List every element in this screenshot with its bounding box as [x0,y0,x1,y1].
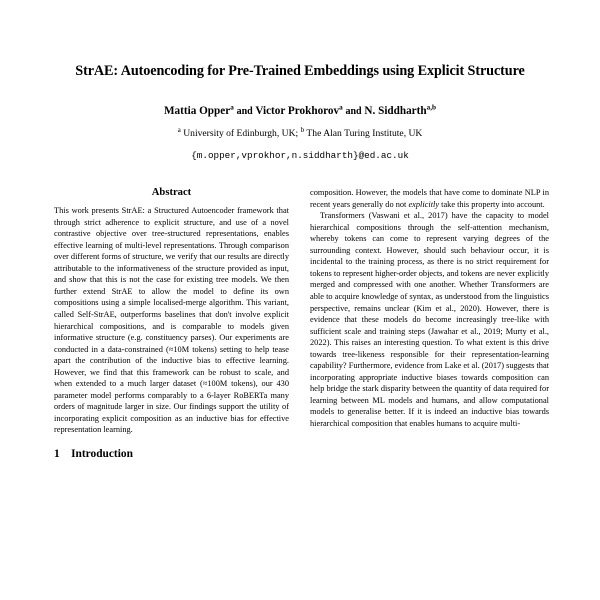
author-conjunction-2: and [345,106,362,118]
author-list [52,104,548,120]
author-1-affil-marker: a [230,103,234,112]
right-col-para-1: Transformers (Vaswani et al., 2017) have the capacity to model hierarchical compositions through the self-attention mechanism, whereby tokens can come to represent varying degrees of the surrounding context. However, should such behaviour occur, it is incidental to the training process, as there is no strict requirement for tokens to represent higher-order objects, and tokens are never explicitly merged and compressed with one another. Whether Transformers are able to acquire knowledge of syntax, as understood from the linguistics perspective, remains unclear (Kim et al., 2020). However, there is evidence that these models do become increasingly tree-like with sufficient scale and training steps (Jawahar et al., 2019; Murty et al., 2022). This raises an interesting question. To what extent is this drive towards tree-likeness responsible for their representation-learning capability? Furthermore, evidence from Lake et al. (2017) suggests that incorporating appropriate inductive biases towards composition can help bridge the stark disparity between the quantity of data required for learning between ML models and humans, and allow computational models to generalise better. If it is indeed an inductive bias towards hierarchical composition that enables humans to acquire multi- [310,211,549,428]
affil-a-marker: a [177,125,181,134]
page-title: StrAE: Autoencoding for Pre-Trained Embeddings using Explicit Structure [75,63,525,79]
author-2: Victor Prokhorov [255,105,340,118]
section-1-title: Introduction [71,447,133,460]
right-column [310,187,549,460]
section-1-number: 1 [54,447,60,460]
section-1-heading [54,448,289,460]
right-col-para-0-tail: take this property into account. [439,199,545,209]
author-3-affil-marker: a,b [426,103,436,112]
abstract-heading: Abstract [151,187,192,199]
author-3: N. Siddharth [364,105,427,118]
left-column [52,187,291,460]
author-1: Mattia Opper [164,105,231,118]
affiliations [52,127,548,141]
two-column-body [52,187,548,460]
author-conjunction-1: and [236,106,253,118]
affil-b-marker: b [300,125,305,134]
affil-b-text: The Alan Turing Institute, UK [306,128,423,140]
right-col-para-0-head: composition. However, the models that have come to dominate NLP in recent years generally do not [310,188,549,209]
right-col-para-0 [310,187,549,210]
abstract-text: This work presents StrAE: a Structured Autoencoder framework that through strict adherence to explicit structure, and use of a novel contrastive objective over tree-structured representations, enables effective learning of multi-level representations. Through comparison over different forms of structure, we verify that our results are directly attributable to the informativeness of the structure provided as input, and show that this is not the case for existing tree models. We then further extend StrAE to allow the model to define its own compositions using a simple localised-merge algorithm. This variant, called Self-StrAE, outperforms baselines that don't involve explicit hierarchical compositions, and is comparable to models given informative structure (e.g. constituency parses). Our experiments are conducted in a data-constrained (≈10M tokens) setting to help tease apart the contribution of the inductive bias to effective learning. However, we find that this framework can be robust to scale, and when extended to a much larger dataset (≈100M tokens), our 430 parameter model performs comparably to a 6-layer RoBERTa many orders of magnitude larger in size. Our findings support the utility of incorporating explicit composition as an inductive bias for effective representation learning. [54,206,289,435]
author-emails: {m.opper,vprokhor,n.siddharth}@ed.ac.uk [191,150,409,162]
right-col-para-0-emphasis: explicitly [408,199,440,209]
author-2-affil-marker: a [339,103,343,112]
affil-a-text: University of Edinburgh, UK; [183,128,299,140]
